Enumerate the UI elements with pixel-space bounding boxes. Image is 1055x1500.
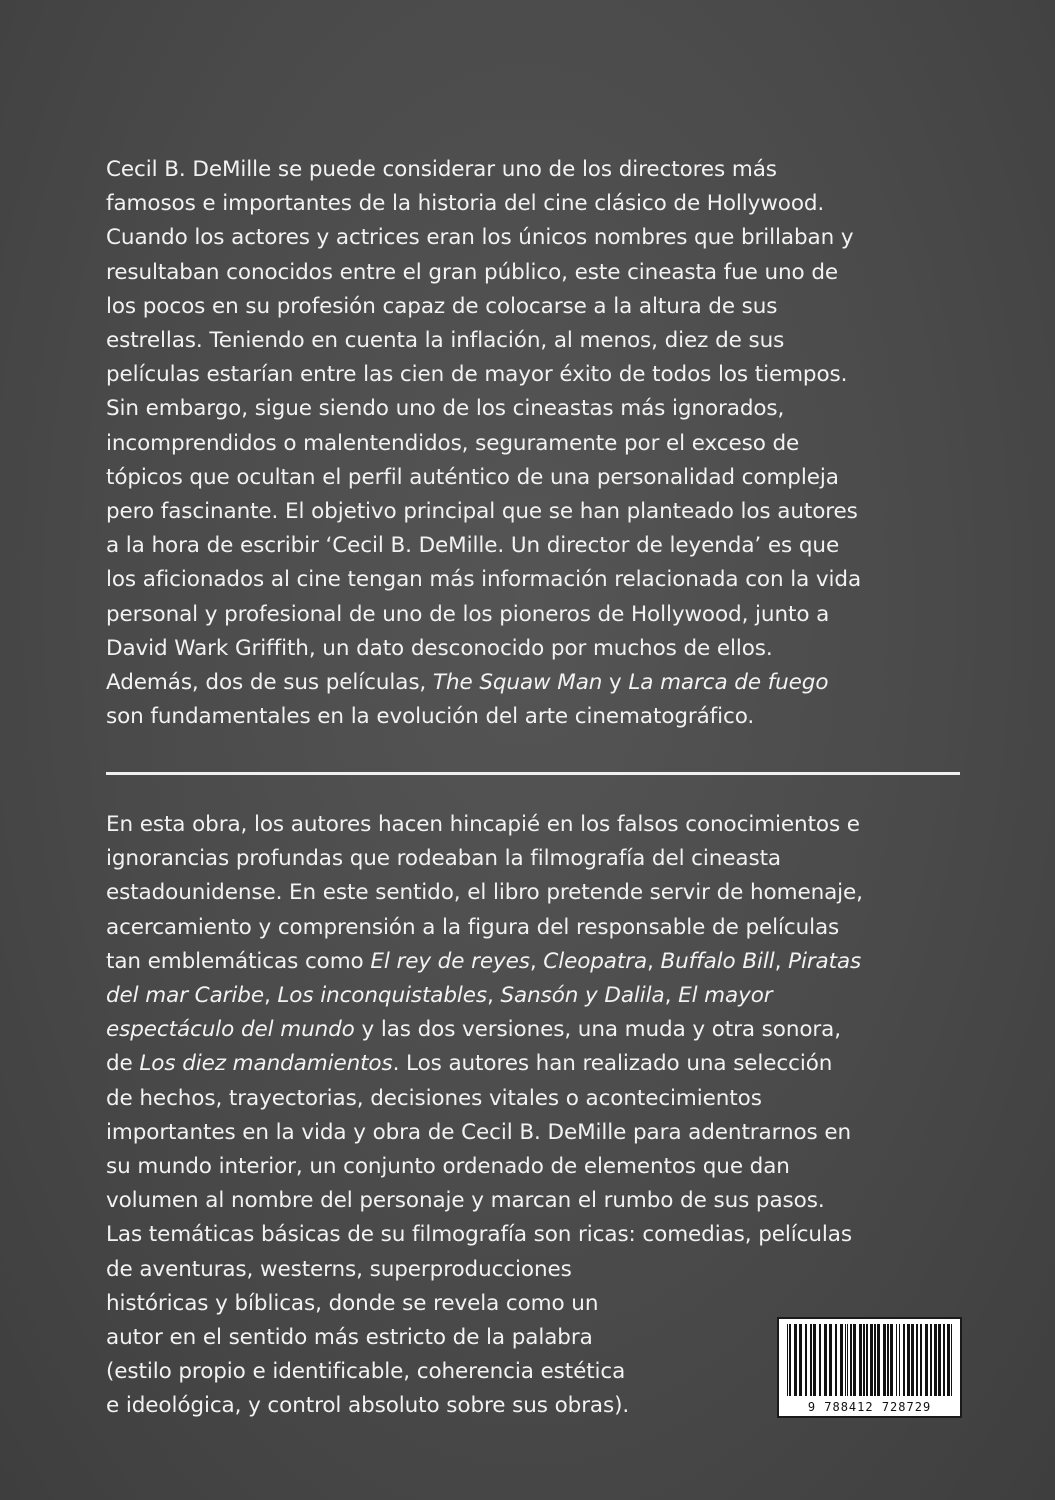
text-run: y bbox=[602, 670, 629, 696]
barcode-bar bbox=[787, 1324, 788, 1396]
isbn-number: 9 788412 728729 bbox=[807, 1400, 932, 1414]
film-title: The Squaw Man bbox=[432, 670, 603, 696]
text-run: Además, dos de sus películas, bbox=[106, 670, 433, 696]
film-title: espectáculo del mundo bbox=[106, 1017, 355, 1043]
text-line: su mundo interior, un conjunto ordenado de elementos que dan bbox=[106, 1154, 790, 1180]
text-line: estrellas. Teniendo en cuenta la inflación, al menos, diez de sus bbox=[106, 328, 785, 354]
text-line bbox=[106, 979, 966, 1013]
barcode-bar bbox=[930, 1324, 932, 1396]
text-line bbox=[106, 666, 966, 700]
text-line: Las temáticas básicas de su filmografía son ricas: comedias, películas bbox=[106, 1222, 852, 1248]
film-title: Sansón y Dalila bbox=[500, 983, 665, 1009]
text-line: Cuando los actores y actrices eran los únicos nombres que brillaban y bbox=[106, 225, 854, 251]
text-run: , bbox=[774, 948, 789, 974]
barcode-bar bbox=[835, 1324, 837, 1396]
barcode-bar bbox=[819, 1324, 821, 1396]
barcode-bar bbox=[916, 1324, 918, 1396]
film-title: El rey de reyes bbox=[370, 948, 530, 974]
barcode-bar bbox=[863, 1324, 865, 1396]
text-line: resultaban conocidos entre el gran público, este cineasta fue uno de bbox=[106, 259, 839, 285]
text-line: (estilo propio e identificable, coherencia estética bbox=[106, 1359, 626, 1385]
film-title: La marca de fuego bbox=[628, 670, 829, 696]
barcode-bar bbox=[883, 1324, 886, 1396]
barcode-bar bbox=[824, 1324, 827, 1396]
barcode-bar bbox=[813, 1324, 816, 1396]
barcode-bar bbox=[903, 1324, 905, 1396]
text-line: Cecil B. DeMille se puede considerar uno de los directores más bbox=[106, 157, 777, 182]
barcode-bar bbox=[943, 1324, 945, 1396]
text-line: pero fascinante. El objetivo principal que se han planteado los autores bbox=[106, 499, 858, 525]
barcode-bar bbox=[840, 1324, 843, 1396]
text-run: de bbox=[106, 1051, 140, 1077]
barcode-bar bbox=[799, 1324, 802, 1396]
text-run: . Los autores han realizado una selección bbox=[392, 1051, 833, 1077]
text-run: , bbox=[647, 948, 661, 974]
text-line: Sin embargo, sigue siendo uno de los cineastas más ignorados, bbox=[106, 396, 785, 422]
barcode-bar bbox=[920, 1324, 922, 1396]
text-line: los pocos en su profesión capaz de colocarse a la altura de sus bbox=[106, 293, 778, 319]
text-line: películas estarían entre las cien de mayor éxito de todos los tiempos. bbox=[106, 362, 848, 388]
synopsis-paragraph-1 bbox=[106, 153, 966, 734]
text-run: , bbox=[664, 983, 679, 1009]
text-run: , bbox=[529, 948, 544, 974]
barcode-bars bbox=[785, 1324, 956, 1396]
isbn-barcode bbox=[777, 1317, 962, 1418]
text-line: ignorancias profundas que rodeaban la filmografía del cineasta bbox=[106, 846, 782, 872]
barcode-bar bbox=[866, 1324, 868, 1396]
film-title: Los diez mandamientos bbox=[139, 1051, 393, 1077]
barcode-bar bbox=[845, 1324, 846, 1396]
film-title: Piratas bbox=[788, 948, 862, 974]
barcode-bar bbox=[805, 1324, 807, 1396]
text-line: de hechos, trayectorias, decisiones vitales o acontecimientos bbox=[106, 1085, 762, 1111]
film-title: Buffalo Bill bbox=[660, 948, 775, 974]
barcode-bar bbox=[934, 1324, 937, 1396]
barcode-bar bbox=[899, 1324, 900, 1396]
barcode-bar bbox=[794, 1324, 797, 1396]
barcode-bar bbox=[947, 1324, 950, 1396]
text-line: David Wark Griffith, un dato desconocido por muchos de ellos. bbox=[106, 635, 773, 661]
text-line: incomprendidos o malentendidos, seguramente por el exceso de bbox=[106, 430, 800, 456]
barcode-bar bbox=[887, 1324, 889, 1396]
barcode-bar bbox=[789, 1324, 791, 1396]
text-line bbox=[106, 945, 966, 979]
barcode-bar bbox=[853, 1324, 856, 1396]
text-line: volumen al nombre del personaje y marcan el rumbo de sus pasos. bbox=[106, 1188, 825, 1214]
text-line: En esta obra, los autores hacen hincapié en los falsos conocimientos e bbox=[106, 812, 860, 837]
film-title: Cleopatra bbox=[543, 948, 648, 974]
barcode-bar bbox=[850, 1324, 852, 1396]
text-run: tan emblemáticas como bbox=[106, 948, 371, 974]
barcode-bar bbox=[938, 1324, 941, 1396]
barcode-bar bbox=[877, 1324, 880, 1396]
barcode-bar bbox=[890, 1324, 893, 1396]
barcode-bar bbox=[810, 1324, 812, 1396]
text-line: autor en el sentido más estricto de la palabra bbox=[106, 1325, 593, 1351]
text-line: acercamiento y comprensión a la figura del responsable de películas bbox=[106, 914, 840, 940]
film-title: del mar Caribe bbox=[106, 983, 264, 1009]
barcode-bar bbox=[951, 1324, 952, 1396]
text-line: famosos e importantes de la historia del cine clásico de Hollywood. bbox=[106, 191, 825, 217]
text-line: los aficionados al cine tengan más información relacionada con la vida bbox=[106, 567, 862, 593]
text-line bbox=[106, 1047, 966, 1081]
film-title: Los inconquistables bbox=[277, 983, 487, 1009]
barcode-bar bbox=[874, 1324, 876, 1396]
text-line: estadounidense. En este sentido, el libro pretende servir de homenaje, bbox=[106, 880, 863, 906]
film-title: El mayor bbox=[678, 983, 773, 1009]
text-line: importantes en la vida y obra de Cecil B. DeMille para adentrarnos en bbox=[106, 1119, 852, 1145]
barcode-bar bbox=[847, 1324, 848, 1396]
text-line: históricas y bíblicas, donde se revela como un bbox=[106, 1290, 599, 1316]
barcode-bar bbox=[907, 1324, 910, 1396]
barcode-bar bbox=[925, 1324, 928, 1396]
barcode-bar bbox=[829, 1324, 832, 1396]
barcode-bar bbox=[859, 1324, 862, 1396]
barcode-bar bbox=[870, 1324, 873, 1396]
text-line: tópicos que ocultan el perfil auténtico de una personalidad compleja bbox=[106, 464, 839, 490]
barcode-bar bbox=[911, 1324, 914, 1396]
text-run: , bbox=[263, 983, 278, 1009]
text-line: personal y profesional de uno de los pioneros de Hollywood, junto a bbox=[106, 601, 830, 627]
text-line: son fundamentales en la evolución del arte cinematográfico. bbox=[106, 704, 755, 730]
text-line: a la hora de escribir ‘Cecil B. DeMille. Un director de leyenda’ es que bbox=[106, 533, 840, 559]
text-run: , bbox=[487, 983, 501, 1009]
text-run: y las dos versiones, una muda y otra sonora, bbox=[354, 1017, 841, 1043]
divider-rule bbox=[106, 772, 960, 775]
text-line bbox=[106, 1013, 966, 1047]
barcode-bar bbox=[896, 1324, 897, 1396]
text-line: de aventuras, westerns, superproducciones bbox=[106, 1256, 572, 1282]
text-line: e ideológica, y control absoluto sobre sus obras). bbox=[106, 1393, 630, 1419]
